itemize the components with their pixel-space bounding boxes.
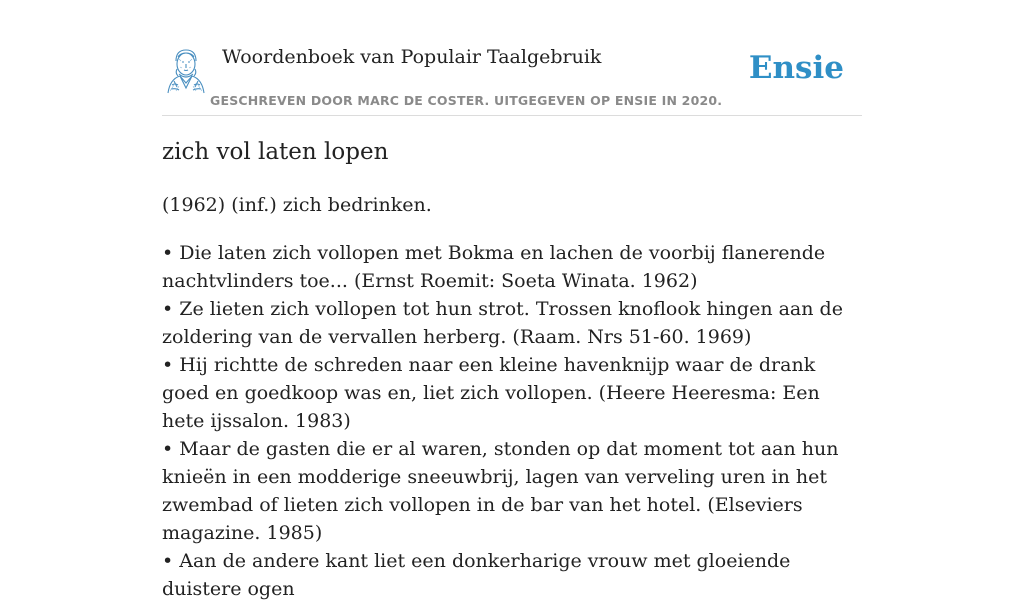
entry-title: zich vol laten lopen [162, 139, 389, 165]
citation-item: • Maar de gasten die er al waren, stonden op dat moment tot aan hun knieën in een modderige sneeuwbrij, lagen van verveling uren in het zwembad of lieten zich vollopen in de bar van het hotel. (Elseviers magazine. 1985) [162, 438, 839, 544]
citation-item: • Die laten zich vollopen met Bokma en lachen de voorbij flanerende nachtvlinders toe... (Ernst Roemit: Soeta Winata. 1962) [162, 242, 826, 292]
citation-item: • Hij richtte de schreden naar een kleine havenknijp waar de drank goed en goedkoop was en, liet zich vollopen. (Heere Heeresma: Een hete ijssalon. 1983) [162, 354, 820, 432]
entry-definition: (1962) (inf.) zich bedrinken. [162, 194, 432, 216]
site-header [162, 40, 862, 116]
citation-item: • Ze lieten zich vollopen tot hun strot. Trossen knoflook hingen aan de zoldering van de vervallen herberg. (Raam. Nrs 51-60. 1969) [162, 298, 843, 348]
author-byline: GESCHREVEN DOOR MARC DE COSTER. UITGEGEVEN OP ENSIE IN 2020. [210, 93, 723, 108]
citation-item: • Aan de andere kant liet een donkerharige vrouw met gloeiende duistere ogen [162, 550, 791, 600]
dictionary-title: Woordenboek van Populair Taalgebruik [222, 46, 602, 68]
author-portrait-icon [162, 45, 210, 95]
citation-list [162, 239, 868, 603]
ensie-logo-link[interactable]: Ensie [748, 50, 844, 86]
